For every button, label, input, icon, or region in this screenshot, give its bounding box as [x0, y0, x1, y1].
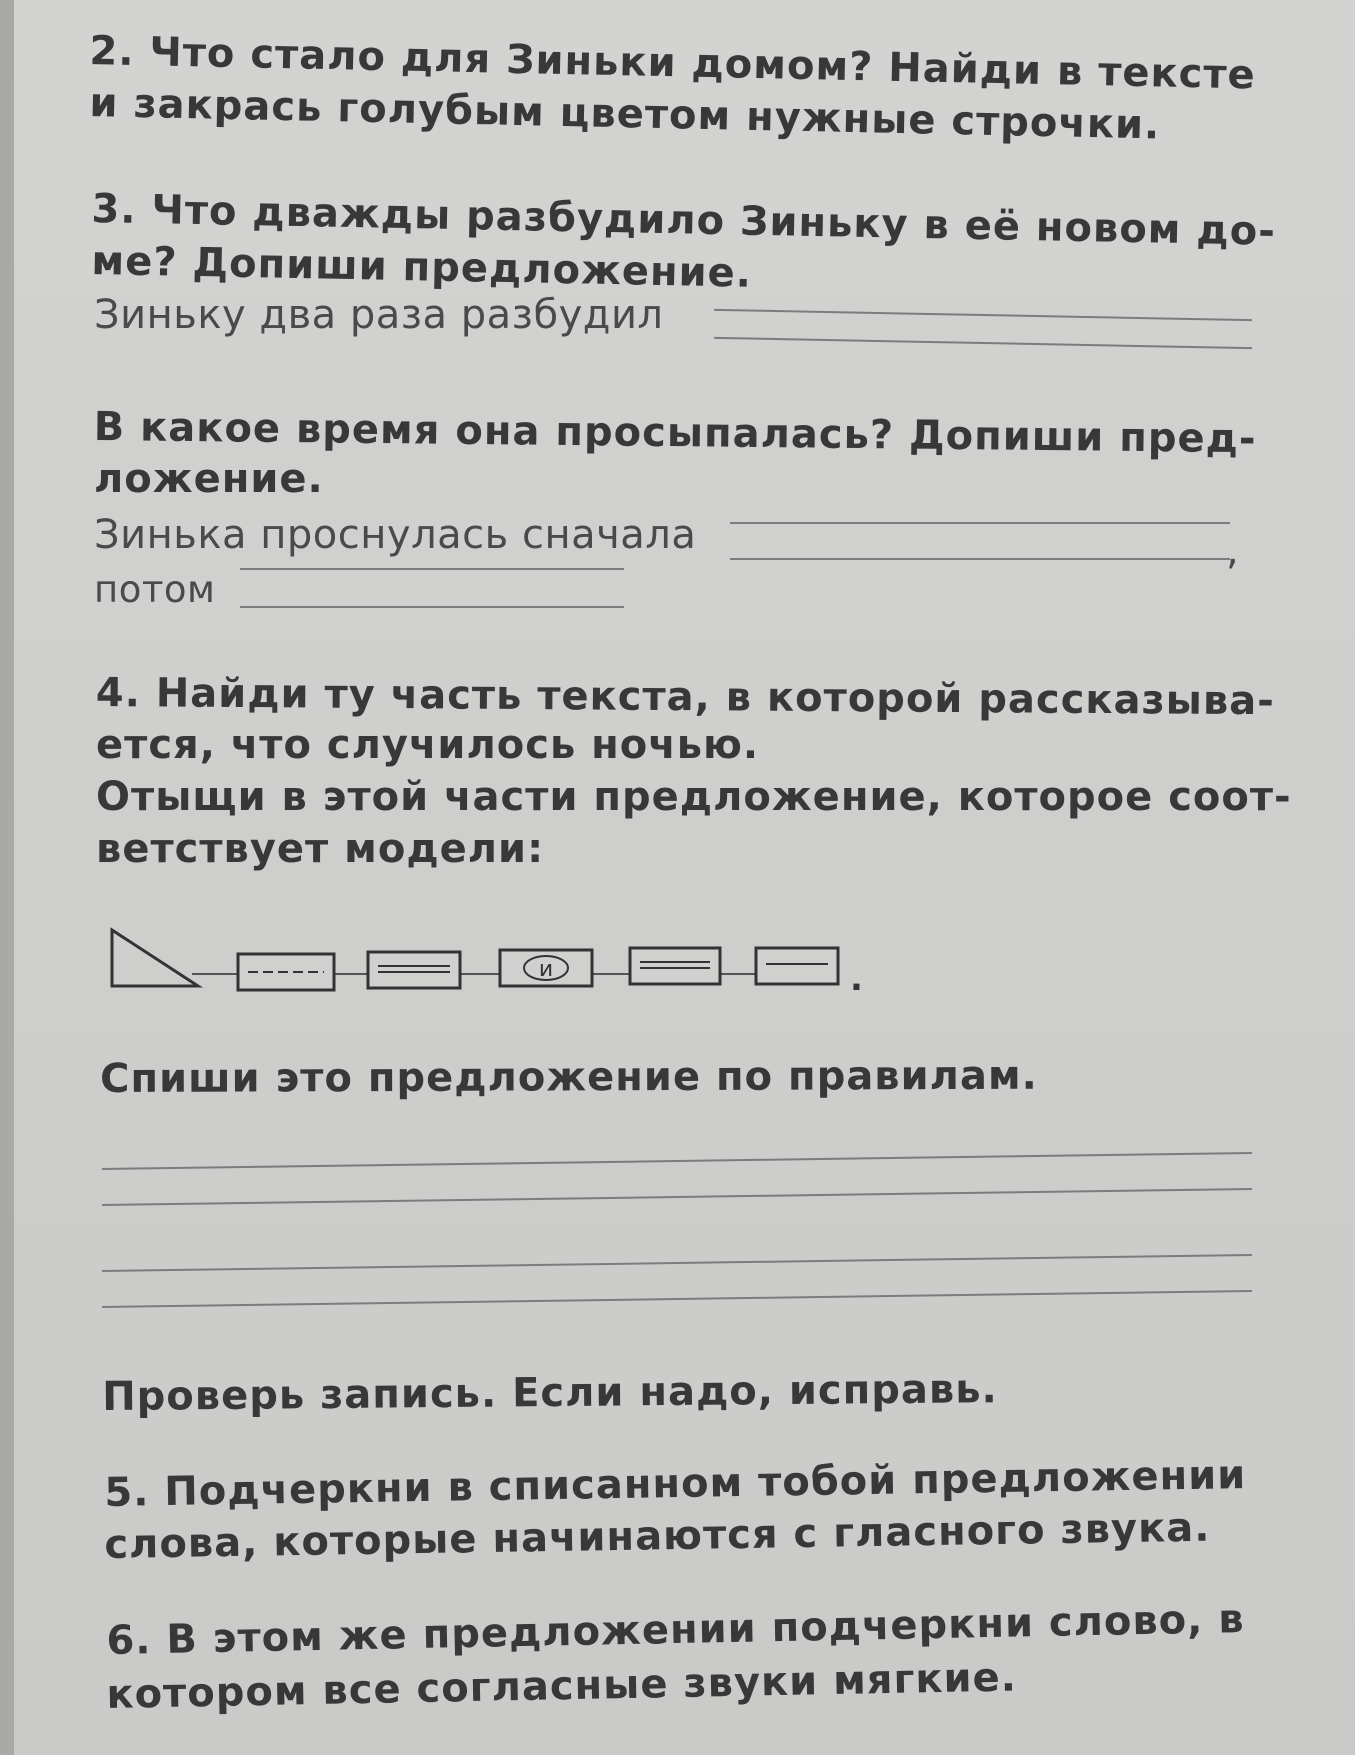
task3-answer-prefix: Зиньку два раза разбудил [94, 292, 664, 338]
time-comma: , [1226, 528, 1240, 574]
task5-line2: слова, которые начинаются с гласного звука. [104, 1504, 1211, 1568]
time-answer2-line-2[interactable] [240, 606, 624, 608]
task4-line1: 4. Найди ту часть текста, в которой рассказыва- [95, 670, 1276, 725]
model-conjunction-label: и [538, 957, 554, 982]
task3-line1: 3. Что дважды разбудило Зиньку в её новом до- [91, 186, 1277, 255]
task4-line4: ветствует модели: [96, 826, 545, 872]
workbook-page [14, 0, 1355, 1755]
page-edge [0, 0, 14, 1755]
copy-line-4[interactable] [102, 1290, 1252, 1308]
task4-line3: Отыщи в этой части предложение, которое соот- [96, 774, 1292, 820]
model-box-predicate-3 [756, 948, 838, 984]
time-answer1-line-1[interactable] [730, 522, 1230, 524]
task3-answer-line-1[interactable] [714, 309, 1252, 321]
time-answer2-prefix: потом [94, 568, 216, 611]
task3-line2: ме? Допиши предложение. [91, 238, 753, 297]
check-instruction: Проверь запись. Если надо, исправь. [102, 1366, 998, 1420]
task2-line2: и закрась голубым цветом нужные строчки. [89, 80, 1161, 149]
model-box-subject [238, 954, 334, 990]
sentence-model-diagram [110, 920, 890, 1010]
model-start-triangle [112, 930, 198, 986]
time-question-line1: В какое время она просыпалась? Допиши пред- [93, 404, 1257, 463]
time-answer1-line-2[interactable] [730, 558, 1230, 560]
task6-line2: котором все согласные звуки мягкие. [106, 1654, 1018, 1718]
task3-answer-line-2[interactable] [714, 337, 1252, 349]
model-box-predicate-2 [630, 948, 720, 984]
copy-line-2[interactable] [102, 1188, 1252, 1206]
model-box-conjunction [500, 950, 592, 986]
time-answer2-line-1[interactable] [240, 568, 624, 570]
time-question-line2: ложение. [94, 456, 324, 502]
task4-line2: ется, что случилось ночью. [96, 722, 760, 768]
task2-line1: 2. Что стало для Зиньки домом? Найди в тексте [89, 28, 1257, 99]
copy-line-1[interactable] [102, 1152, 1252, 1170]
task6-line1: 6. В этом же предложении подчеркни слово, в [106, 1596, 1246, 1664]
model-box-predicate-1 [368, 952, 460, 988]
time-answer1-prefix: Зинька проснулась сначала [94, 512, 697, 558]
task5-line1: 5. Подчеркни в списанном тобой предложении [104, 1452, 1247, 1516]
copy-instruction: Спиши это предложение по правилам. [100, 1052, 1038, 1102]
model-period: . [850, 959, 863, 999]
copy-line-3[interactable] [102, 1254, 1252, 1272]
